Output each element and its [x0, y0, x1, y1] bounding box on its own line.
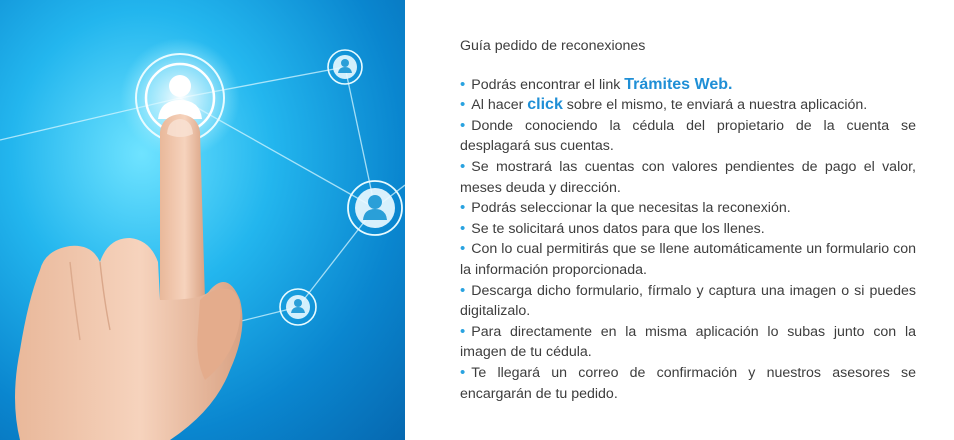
list-item: • Podrás seleccionar la que necesitas la reconexión. [460, 199, 791, 217]
hero-illustration [0, 0, 405, 440]
network-illustration [0, 0, 405, 440]
list-item: • Para directamente en la misma aplicación lo subas junto con la imagen de tu cédula. [460, 322, 916, 361]
list-item: • Se mostrará las cuentas con valores pendientes de pago el valor, meses deuda y dirección. [460, 157, 916, 196]
bullet-icon: • [460, 363, 466, 381]
list-item: • Con lo cual permitirás que se llene automáticamente un formulario con la información proporcionada. [460, 240, 916, 278]
guide-title: Guía pedido de reconexiones [460, 38, 646, 54]
bullet-icon: • [460, 75, 466, 93]
click-emphasis: click [527, 96, 563, 114]
tramites-web-link[interactable]: Trámites Web. [624, 75, 733, 93]
bullet-icon: • [460, 96, 466, 114]
bullet-icon: • [460, 281, 466, 299]
user-icon [328, 50, 362, 84]
list-item: • Al hacer click sobre el mismo, te enviará a nuestra aplicación. [460, 96, 868, 114]
list-item: • Podrás encontrar el link Trámites Web. [460, 75, 733, 93]
steps-list [460, 75, 916, 405]
list-item: • Se te solicitará unos datos para que los llenes. [460, 219, 765, 237]
user-icon [280, 289, 316, 325]
bullet-icon: • [460, 199, 466, 217]
guide-panel [460, 36, 916, 404]
hand-illustration [15, 114, 242, 440]
bullet-icon: • [460, 116, 466, 134]
bullet-icon: • [460, 322, 466, 340]
bullet-icon: • [460, 240, 466, 258]
list-item: • Donde conociendo la cédula del propietario de la cuenta se desplagará sus cuentas. [460, 116, 916, 155]
bullet-icon: • [460, 157, 466, 175]
user-icon [348, 181, 402, 235]
list-item: • Descarga dicho formulario, fírmalo y captura una imagen o si puedes digitalizalo. [460, 281, 916, 320]
bullet-icon: • [460, 219, 466, 237]
list-item: • Te llegará un correo de confirmación y nuestros asesores se encargarán de tu pedido. [460, 363, 916, 402]
